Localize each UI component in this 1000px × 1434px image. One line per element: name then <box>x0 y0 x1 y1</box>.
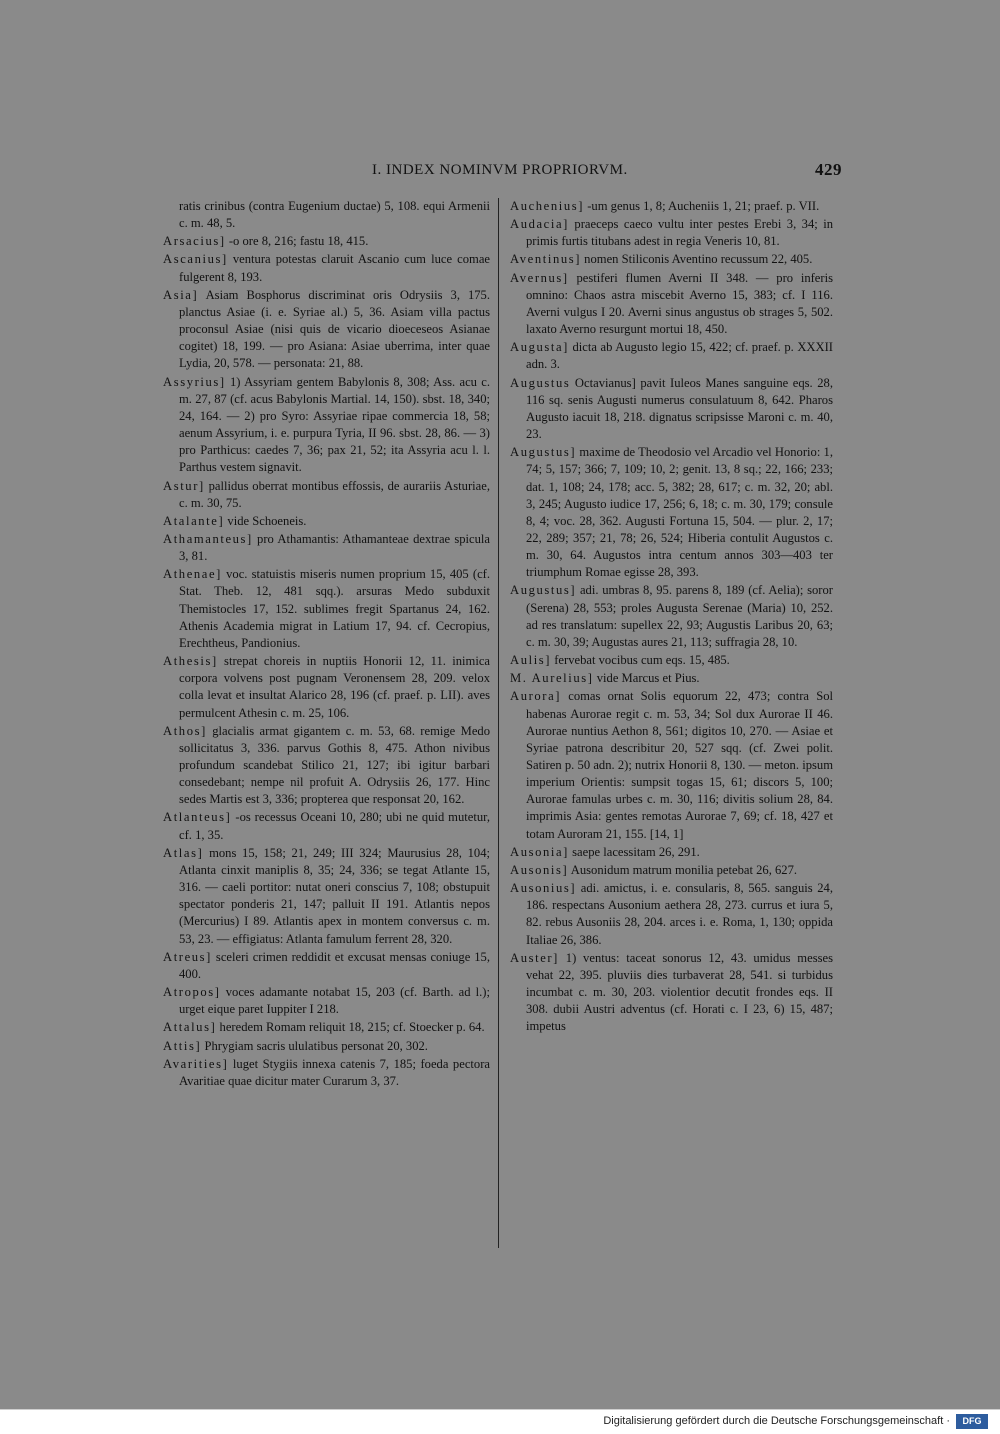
entry-text: praeceps caeco vultu inter pestes Erebi 3, 34; in primis furtis titubans adest in regia Veneris 10, 81. <box>526 217 833 249</box>
entry-headword: Arsacius] <box>163 234 226 249</box>
entry-text: strepat choreis in nuptiis Honorii 12, 11. inimica corpora volvens post pugnam Veronensem 28, 209. velox colla levat et insultat Alarico 28, 196 (cf. praef. p. LII). aves permulcent Athesin c. m. 25, 106. <box>179 654 490 720</box>
entry-text: heredem Romam reliquit 18, 215; cf. Stoecker p. 64. <box>216 1020 485 1035</box>
entry-text: -o ore 8, 216; fastu 18, 415. <box>225 234 369 249</box>
entry-headword: Athenae] <box>163 567 222 582</box>
entry-text: adi. amictus, i. e. consularis, 8, 565. sanguis 24, 186. respectans Ausonium aethera 28, 273. currus et iura 5, 82. rebus Ausoniis 28, 204. arces i. e. Roma, 1, 130; oppida Italiae 26, 386. <box>526 881 833 947</box>
entry-text: adi. umbras 8, 95. parens 8, 189 (cf. Aelia); soror (Serena) 28, 553; proles Augusta Serenae (Maria) 10, 252. ad res translatum: supellex 22, 93; Augustis Laribus 20, 63; c. m. 30, 39; Augustas aures 21, 113; suffragia 28, 10. <box>526 583 833 649</box>
entry-headword: Ascanius] <box>163 252 228 267</box>
column-divider <box>498 198 499 1248</box>
index-entry <box>510 880 833 949</box>
entry-headword: Avarities] <box>163 1056 229 1071</box>
entry-text: nomen Stiliconis Aventino recussum 22, 405. <box>581 252 813 267</box>
index-entry <box>510 688 833 842</box>
entry-headword: Avernus] <box>510 270 569 285</box>
index-entry <box>163 653 490 722</box>
index-entry <box>163 1038 490 1055</box>
entry-headword: Augustus <box>510 375 571 390</box>
entry-text: pallidus oberrat montibus effossis, de aurariis Asturiae, c. m. 30, 75. <box>179 478 490 510</box>
index-entry <box>510 652 833 669</box>
index-entry <box>510 198 833 215</box>
index-entry <box>163 845 490 948</box>
entry-headword: Athos] <box>163 723 207 738</box>
entry-text: glacialis armat gigantem c. m. 53, 68. remige Medo sollicitatus 3, 336. parvus Gothis 8, 475. Athon nivibus profundum scandebat Stilico 21, 127; ibi igitur barbari consedebant; nempe nil profuit A. Odrysiis 26, 177. Hinc sedes Martis est 3, 336; propterea que responsat 20, 162. <box>179 723 490 807</box>
entry-text: saepe lacessitam 26, 291. <box>568 844 700 859</box>
entry-text: ventura potestas claruit Ascanio cum luce comae fulgerent 8, 193. <box>179 252 490 284</box>
index-entry <box>163 233 490 250</box>
entry-text: pestiferi flumen Averni II 348. — pro inferis omnino: Chaos astra miscebit Averno 15, 383; cf. I 116. Averni vulgus I 20. Averni sinus angustus ob strages 5, 502. laxato Averno resurgunt mortui 18, 450. <box>526 270 833 337</box>
running-title: I. INDEX NOMINVM PROPRIORVM. <box>372 162 628 178</box>
entry-headword: Atreus] <box>163 949 212 964</box>
entry-text: sceleri crimen reddidit et excusat mensas coniuge 15, 400. <box>179 949 490 981</box>
entry-headword: Athamanteus] <box>163 531 253 546</box>
entry-headword: Aulis] <box>510 653 552 668</box>
index-entry <box>510 582 833 651</box>
entry-headword: Aventinus] <box>510 252 582 267</box>
index-entry <box>510 950 833 1036</box>
index-entry <box>163 566 490 652</box>
index-entry <box>163 374 490 477</box>
entry-text: luget Stygiis innexa catenis 7, 185; foeda pectora Avaritiae quae dicitur mater Curarum 3, 37. <box>179 1056 490 1088</box>
entry-text: mons 15, 158; 21, 249; III 324; Maurusius 28, 104; Atlanta cinxit maniplis 8, 35; 24, 336; se tegat Atlante 15, 316. — caeli portitor: nutat oneri conscius 7, 108; obstupuit spectator ponderis 21, 147; palluit II 191. Atlantis nepos (Mercurius) I 89. Atlantis apex in montem conversus c. m. 53, 23. — effigiatus: Atlanta famulum ferrent 28, 320. <box>179 845 490 946</box>
entry-headword: Atropos] <box>163 985 221 1000</box>
index-entry <box>163 1056 490 1090</box>
entry-headword: Atalante] <box>163 513 225 528</box>
footer-credit: Digitalisierung gefördert durch die Deutsche Forschungsgemeinschaft · <box>603 1415 950 1427</box>
entry-headword: Auster] <box>510 950 559 965</box>
entry-headword: Atlas] <box>163 845 204 860</box>
entry-headword: Audacia] <box>510 217 569 232</box>
index-entry <box>163 984 490 1018</box>
index-entry <box>163 287 490 373</box>
entry-headword: Ausonius] <box>510 881 577 896</box>
entry-text: comas ornat Solis equorum 22, 473; contra Sol habenas Aurorae regit c. m. 53, 34; Sol dux Aurorae II 46. Aurorae nuntius Aethon 8, 561; digitos 10, 270. — Asiae et Syriae patrona describitur 20, 527 sqq. (cf. Zwei polit. Satiren p. 50 adn. 2); nutrix Honorii 8, 130. — meton. ipsum imperium Orientis: sumpsit togas 15, 61; discors 5, 100; Aurorae famulas urbes c. m. 30, 116; divitis solium 28, 84. imprimis Asia: gentes remotas Aurorae 7, 69; cf. 18, 427 et totam Auroram 21, 155. [14, 1] <box>526 689 833 841</box>
entry-headword: Augustus] <box>510 445 577 460</box>
index-entry <box>163 1019 490 1036</box>
entry-text: -os recessus Oceani 10, 280; ubi ne quid mutetur, cf. 1, 35. <box>179 810 490 842</box>
entry-headword: Augusta] <box>510 340 569 355</box>
entry-text: -um genus 1, 8; Aucheniis 1, 21; praef. p. VII. <box>584 199 820 213</box>
entry-headword: Assyrius] <box>163 374 226 389</box>
entry-headword: M. Aurelius] <box>510 671 594 686</box>
entry-text: voc. statuistis miseris numen proprium 15, 405 (cf. Stat. Theb. 12, 481 sqq.). arsuras Medo subduxit Themistocles 17, 152. sublimes fregit Spartanus 24, 162. Athenis Academia migrat in Latium 17, 94. cf. Cecropius, Erechtheus, Pandionius. <box>179 567 490 650</box>
index-entry <box>510 270 833 339</box>
index-entry <box>510 251 833 268</box>
entry-text: vide Schoeneis. <box>224 513 307 528</box>
entry-headword: Atlanteus] <box>163 810 232 825</box>
entry-headword: Auchenius] <box>510 199 585 213</box>
index-entry <box>163 198 490 232</box>
dfg-logo: DFG <box>956 1414 988 1429</box>
index-entry <box>510 444 833 581</box>
index-entry <box>163 513 490 530</box>
index-entry <box>163 531 490 565</box>
entry-text: fervebat vocibus cum eqs. 15, 485. <box>551 653 730 668</box>
entry-text: vide Marcus et Pius. <box>593 671 700 686</box>
index-entry <box>163 251 490 285</box>
entry-headword: Athesis] <box>163 654 218 669</box>
right-column <box>510 198 833 1037</box>
entry-text: Phrygiam sacris ululatibus personat 20, 302. <box>201 1038 428 1053</box>
footer-bar <box>0 1409 1000 1434</box>
index-entry <box>510 844 833 861</box>
entry-text: Asiam Bosphorus discriminat oris Odrysiis 3, 175. planctus Asiae (i. e. Syriae al.) 5, 36. Asiam villa pactus proconsul Asiae (nisi quis de vicario dioeceseos Asianae cogitet) 18, 199. — pro Asiana: Asiae uberrima, inter quae Lydia, 20, 578. — personata: 21, 88. <box>179 287 490 371</box>
index-entry <box>163 809 490 843</box>
index-entry <box>510 339 833 373</box>
index-entry <box>163 478 490 512</box>
entry-text: pro Athamantis: Athamanteae dextrae spicula 3, 81. <box>179 531 490 564</box>
entry-headword: Ausonia] <box>510 844 569 859</box>
entry-headword: Aurora] <box>510 689 562 704</box>
index-entry <box>510 216 833 250</box>
entry-text: 1) ventus: taceat sonorus 12, 43. umidus messes vehat 22, 395. pluviis dies turbaverat 28, 541. si turbidus incumbat c. m. 30, 203. violentior decutit frondes eqs. II 308. dubii Austri adventus (cf. Horati c. I 23, 6) 15, 487; impetus <box>526 950 833 1034</box>
index-entry <box>163 949 490 983</box>
index-entry <box>510 862 833 879</box>
entry-headword: Astur] <box>163 478 205 493</box>
entry-headword: Augustus] <box>510 583 577 598</box>
entry-headword: Asia] <box>163 287 199 302</box>
entry-text: 1) Assyriam gentem Babylonis 8, 308; Ass. acu c. m. 27, 87 (cf. acus Babylonis Martial. 14, 150). sbst. 18, 340; 24, 164. — 2) pro Syro: Assyriae ripae commercia 18, 58; aenum Assyrium, i. e. purpura Tyria, II 96. sbst. 28, 86. — 3) pro Parthicus: caedes 7, 36; pax 21, 52; ita Assyria acu l. l. Parthus vestem signavit. <box>179 374 490 475</box>
entry-text: Octavianus] pavit Iuleos Manes sanguine eqs. 28, 116 sq. senis Augusti numerus consulatuum 8, 642. Pharos Augusto iacuit 18, 218. dignatus scripsisse Maroni c. m. 40, 23. <box>526 375 833 442</box>
entry-headword: Ausonis] <box>510 862 569 877</box>
entry-text: ratis crinibus (contra Eugenium ductae) 5, 108. equi Armenii c. m. 48, 5. <box>179 199 490 231</box>
entry-text: Ausonidum matrum monilia petebat 26, 627. <box>568 862 798 877</box>
entry-text: dicta ab Augusto legio 15, 422; cf. praef. p. XXXII adn. 3. <box>526 340 833 372</box>
left-column <box>163 198 490 1091</box>
index-entry <box>510 670 833 687</box>
index-entry <box>163 723 490 809</box>
page-number: 429 <box>815 160 842 179</box>
entry-text: voces adamante notabat 15, 203 (cf. Barth. ad l.); urget eique paret Iuppiter I 218. <box>179 985 490 1017</box>
entry-text: maxime de Theodosio vel Arcadio vel Honorio: 1, 74; 5, 157; 366; 7, 109; 10, 2; genit. 13, 8 sq.; 22, 166; 233; dat. 1, 108; 24, 178; acc. 5, 382; 28, 617; c. m. 32, 20; abl. 3, 245; Augusto iudice 17, 256; 6, 18; c. m. 30, 179; consule 8, 4; voc. 28, 362. Augusti Fortuna 15, 504. — plur. 2, 17; 22, 289; 357; 21, 78; 26, 524; Hiberia contulit Augustos c. m. 30, 64. Augustos intra centum annos 303—403 ter triumphum Romae egisse 28, 393. <box>526 445 833 580</box>
entry-headword: Attalus] <box>163 1020 217 1035</box>
index-entry <box>510 375 833 444</box>
entry-headword: Attis] <box>163 1038 202 1053</box>
